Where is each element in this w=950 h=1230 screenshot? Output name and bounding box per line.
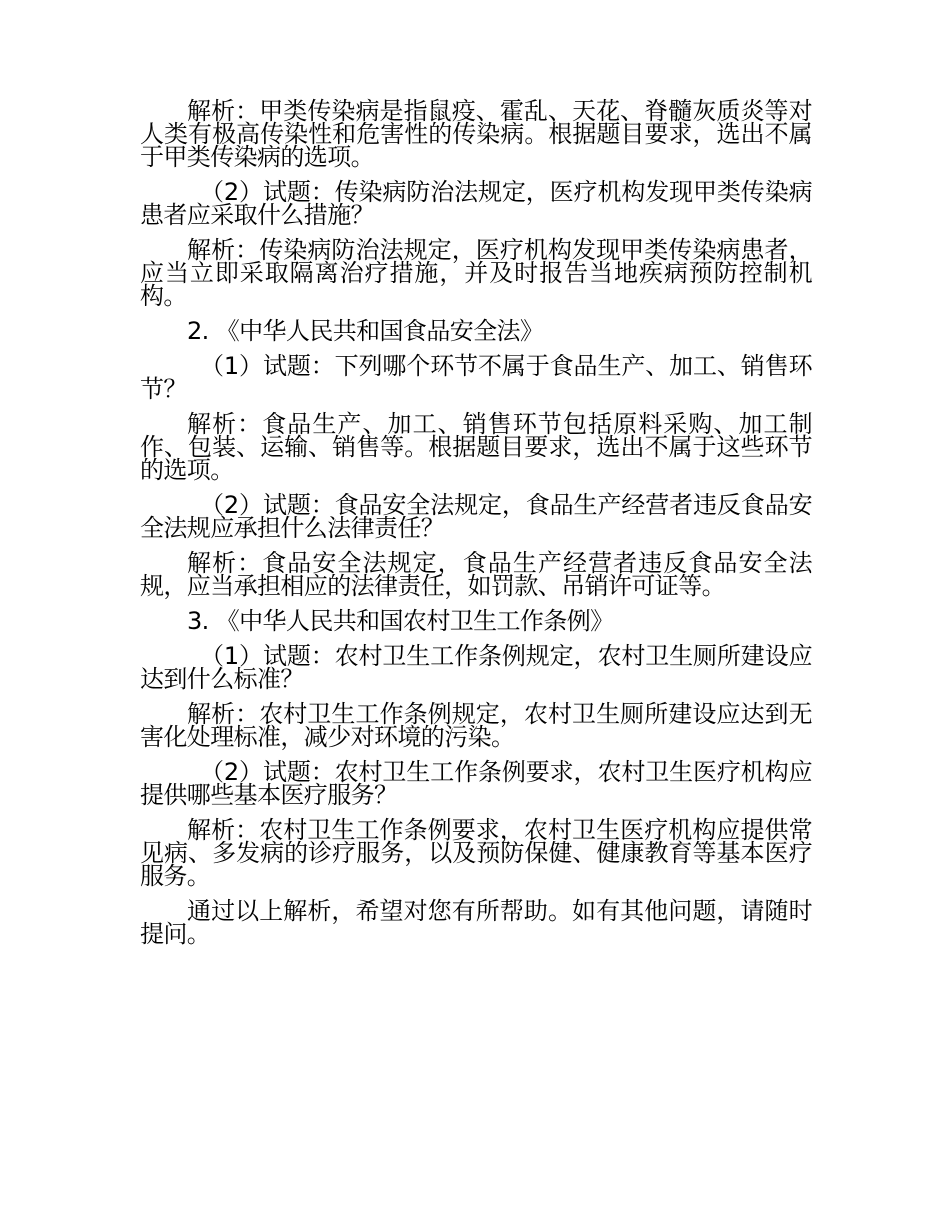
- paragraph-analysis-5: 解析：农村卫生工作条例规定，农村卫生厕所建设应达到无害化处理标准，减少对环境的污染。: [140, 700, 812, 751]
- paragraph-question-2-1: （1）试题：下列哪个环节不属于食品生产、加工、销售环节？: [140, 352, 812, 403]
- paragraph-analysis-3: 解析：食品生产、加工、销售环节包括原料采购、加工制作、包装、运输、销售等。根据题目要求，选出不属于这些环节的选项。: [140, 410, 812, 484]
- paragraph-closing: 通过以上解析，希望对您有所帮助。如有其他问题，请随时提问。: [140, 897, 812, 948]
- paragraph-analysis-2: 解析：传染病防治法规定，医疗机构发现甲类传染病患者，应当立即采取隔离治疗措施，并及时报告当地疾病预防控制机构。: [140, 236, 812, 310]
- paragraph-analysis-6: 解析：农村卫生工作条例要求，农村卫生医疗机构应提供常见病、多发病的诊疗服务，以及预防保健、健康教育等基本医疗服务。: [140, 816, 812, 890]
- section-heading-3: 3. 《中华人民共和国农村卫生工作条例》: [187, 607, 614, 635]
- section-heading-2: 2. 《中华人民共和国食品安全法》: [187, 317, 544, 345]
- paragraph-question-1-2: （2）试题：传染病防治法规定，医疗机构发现甲类传染病患者应采取什么措施？: [140, 178, 812, 229]
- paragraph-analysis-4: 解析：食品安全法规定，食品生产经营者违反食品安全法规，应当承担相应的法律责任，如罚款、吊销许可证等。: [140, 549, 812, 600]
- paragraph-question-3-1: （1）试题：农村卫生工作条例规定，农村卫生厕所建设应达到什么标准？: [140, 642, 812, 693]
- paragraph-analysis-1: 解析：甲类传染病是指鼠疫、霍乱、天花、脊髓灰质炎等对人类有极高传染性和危害性的传染病。根据题目要求，选出不属于甲类传染病的选项。: [140, 97, 812, 171]
- paragraph-question-3-2: （2）试题：农村卫生工作条例要求，农村卫生医疗机构应提供哪些基本医疗服务？: [140, 758, 812, 809]
- document-page: [140, 97, 812, 958]
- paragraph-question-2-2: （2）试题：食品安全法规定，食品生产经营者违反食品安全法规应承担什么法律责任？: [140, 491, 812, 542]
